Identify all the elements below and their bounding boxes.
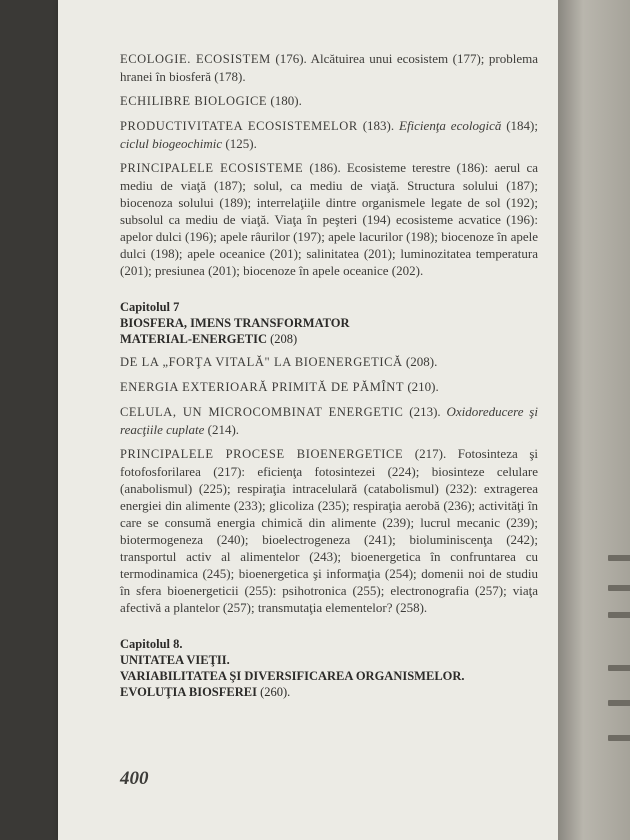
toc-text: (183).	[357, 118, 399, 133]
toc-text: (184);	[501, 118, 538, 133]
chapter-title-line: BIOSFERA, IMENS TRANSFORMATOR	[120, 316, 350, 330]
table-of-contents	[120, 50, 538, 700]
chapter-title	[120, 652, 538, 700]
toc-text: (217). Fotosinteza şi fotofosforilarea (217): eficienţa fotosintezei (224); biosinteze celulare (anabolismul) (225); respiraţia intracelulară (catabolismul) (232): extragerea energiei din alimente (233); glicoliza (235); respiraţia aerobă (236); activităţi în care se consumă energia chimică din alimente (239); lucrul mecanic (239); biotermogeneza (240); bioelectrogeneza (241); bioluminiscenţa (242); transportul activ al alimentelor (243); bioenergetica în confruntarea cu termodinamica (245); bioenergetica şi informaţia (254); domenii noi de studiu în sfera bioenergeticii (255): psihotronica (255); electronografia (257); viaţa afectivă a plantelor (257); transmutaţia elementelor? (258).	[120, 446, 539, 615]
toc-text: (125).	[222, 136, 257, 151]
chapter-label: Capitolul 7	[120, 300, 180, 314]
toc-heading: PRODUCTIVITATEA ECOSISTEMELOR	[120, 119, 358, 133]
toc-heading: ECHILIBRE BIOLOGICE	[120, 94, 268, 108]
toc-text: (186). Ecosisteme terestre (186): aerul ca mediu de viaţă (187); solul, ca mediu de viaţă. Structura solului (187); biocenoza solului (189); interrelaţiile dintre organismele legate de sol (192); subsolul ca mediu de viaţă. Viaţa în peşteri (194) ecosisteme acvatice (196): apelor dulci (196); apele râurilor (197); apele lacurilor (198); biocenoze în apele dulci (198); apele oceanice (201); salinitatea (201); luminozitatea temperatura (201); presiunea (201); biocenoze în apele oceanice (202).	[120, 160, 538, 278]
toc-text: (210).	[404, 379, 439, 394]
chapter-title-line: MATERIAL-ENERGETIC	[120, 332, 268, 346]
toc-subtopic: Eficienţa ecologică	[399, 118, 502, 133]
toc-text: (214).	[204, 422, 240, 437]
toc-entry	[120, 378, 538, 396]
toc-heading: PRINCIPALELE ECOSISTEME	[120, 161, 304, 175]
toc-text: (208).	[402, 354, 438, 369]
adjacent-text-fragment	[608, 700, 630, 706]
toc-entry	[120, 159, 538, 279]
chapter-page-ref: (208)	[267, 332, 298, 346]
chapter-title-line: UNITATEA VIEŢII.	[120, 653, 230, 667]
toc-entry	[120, 403, 538, 438]
adjacent-text-fragment	[608, 735, 630, 741]
page-number: 400	[120, 768, 149, 789]
adjacent-text-fragment	[608, 585, 630, 591]
toc-entry	[120, 353, 538, 371]
toc-text: (213).	[403, 404, 447, 419]
toc-subtopic: ciclul biogeochimic	[120, 136, 223, 151]
toc-entry	[120, 117, 538, 152]
toc-entry	[120, 50, 538, 85]
adjacent-text-fragment	[608, 665, 630, 671]
toc-heading: ECOLOGIE. ECOSISTEM	[120, 52, 271, 66]
chapter-title-line: VARIABILITATEA ŞI DIVERSIFICAREA ORGANISMELOR.	[120, 669, 465, 683]
adjacent-text-fragment	[608, 612, 630, 618]
toc-heading: CELULA, UN MICROCOMBINAT ENERGETIC	[120, 405, 404, 419]
chapter-title-line: EVOLUŢIA BIOSFEREI	[120, 685, 257, 699]
chapter-title	[120, 315, 538, 347]
toc-entry	[120, 92, 538, 110]
chapter-page-ref: (260).	[256, 685, 291, 699]
toc-heading: PRINCIPALELE PROCESE BIOENERGETICE	[120, 447, 404, 461]
toc-text: (180).	[267, 93, 302, 108]
adjacent-page-edge	[558, 0, 630, 840]
toc-text: (176). Alcătuirea unui ecosistem (177); problema hranei în biosferă (178).	[120, 51, 539, 84]
chapter-label: Capitolul 8.	[120, 637, 183, 651]
toc-subtopic: Oxidoreducere şi reacţiile cuplate	[120, 404, 538, 437]
toc-entry	[120, 445, 538, 616]
toc-heading: ENERGIA EXTERIOARĂ PRIMITĂ DE PĂMÎNT	[120, 380, 405, 394]
toc-heading: DE LA „FORŢA VITALĂ" LA BIOENERGETICĂ	[120, 355, 403, 369]
adjacent-text-fragment	[608, 555, 630, 561]
